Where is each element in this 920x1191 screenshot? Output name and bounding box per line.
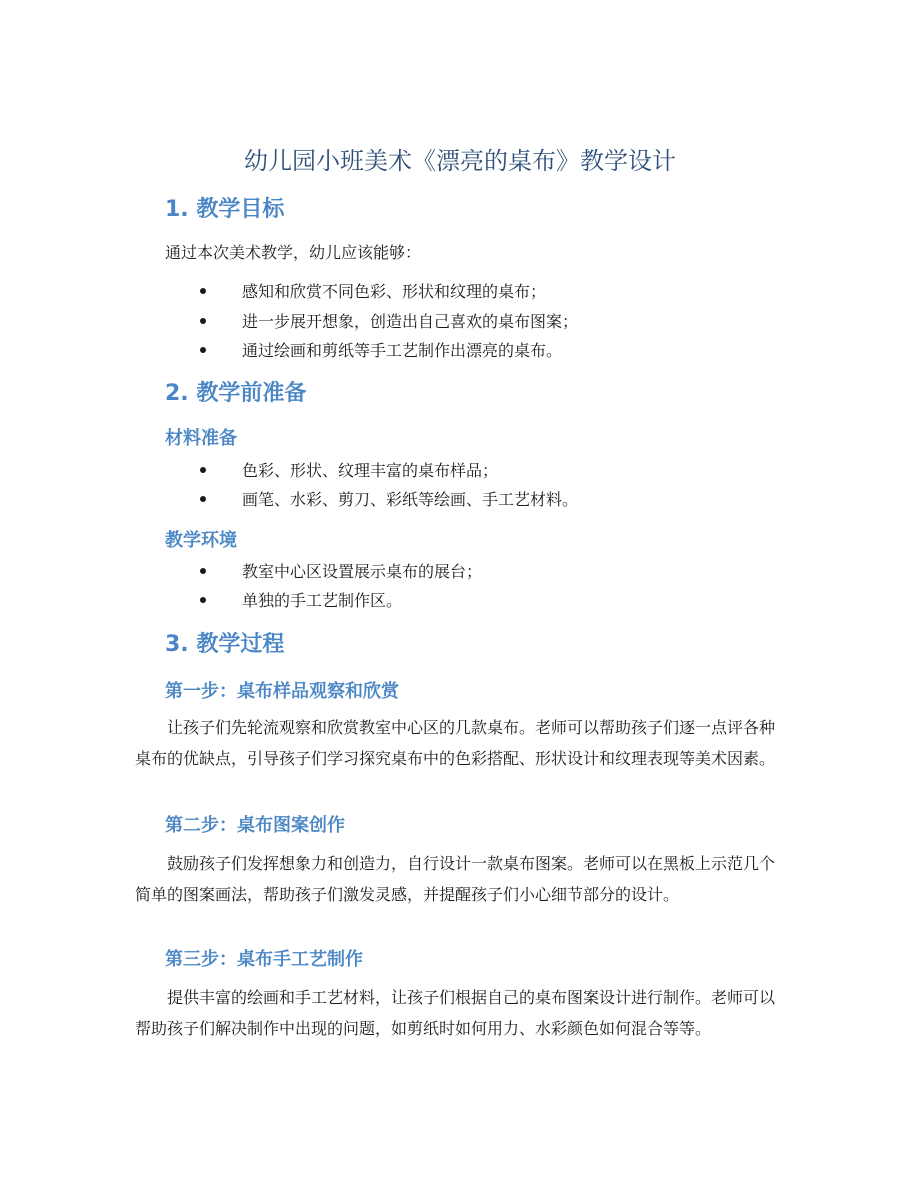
bullet-icon	[200, 597, 206, 603]
subheading-materials: 材料准备	[165, 428, 237, 449]
step-heading: 第一步：桌布样品观察和欣赏	[165, 681, 399, 702]
section-heading-process: 3. 教学过程	[165, 632, 285, 657]
list-item: 色彩、形状、纹理丰富的桌布样品；	[200, 458, 498, 484]
bullet-icon	[200, 318, 206, 324]
list-item: 感知和欣赏不同色彩、形状和纹理的桌布；	[200, 279, 546, 305]
list-item: 进一步展开想象，创造出自己喜欢的桌布图案；	[200, 309, 578, 335]
list-item: 教室中心区设置展示桌布的展台；	[200, 559, 482, 585]
list-item: 画笔、水彩、剪刀、彩纸等绘画、手工艺材料。	[200, 487, 578, 513]
section-heading-preparation: 2. 教学前准备	[165, 381, 307, 406]
section-heading-objectives: 1. 教学目标	[165, 197, 285, 222]
subheading-environment: 教学环境	[165, 530, 237, 551]
bullet-icon	[200, 568, 206, 574]
bullet-icon	[200, 496, 206, 502]
bullet-icon	[200, 467, 206, 473]
bullet-icon	[200, 288, 206, 294]
bullet-icon	[200, 347, 206, 353]
step-paragraph: 鼓励孩子们发挥想象力和创造力，自行设计一款桌布图案。老师可以在黑板上示范几个简单的图案画法，帮助孩子们激发灵感，并提醒孩子们小心细节部分的设计。	[135, 854, 776, 904]
step-paragraph: 让孩子们先轮流观察和欣赏教室中心区的几款桌布。老师可以帮助孩子们逐一点评各种桌布的优缺点，引导孩子们学习探究桌布中的色彩搭配、形状设计和纹理表现等美术因素。	[135, 718, 776, 768]
step-heading: 第三步：桌布手工艺制作	[165, 949, 363, 970]
list-item: 单独的手工艺制作区。	[200, 588, 402, 614]
step-paragraph: 提供丰富的绘画和手工艺材料，让孩子们根据自己的桌布图案设计进行制作。老师可以帮助孩子们解决制作中出现的问题，如剪纸时如何用力、水彩颜色如何混合等等。	[135, 988, 776, 1038]
step-heading: 第二步：桌布图案创作	[165, 815, 345, 836]
list-item: 通过绘画和剪纸等手工艺制作出漂亮的桌布。	[200, 338, 562, 364]
document-title: 幼儿园小班美术《漂亮的桌布》教学设计	[244, 147, 676, 175]
objectives-intro: 通过本次美术教学，幼儿应该能够：	[165, 243, 422, 262]
